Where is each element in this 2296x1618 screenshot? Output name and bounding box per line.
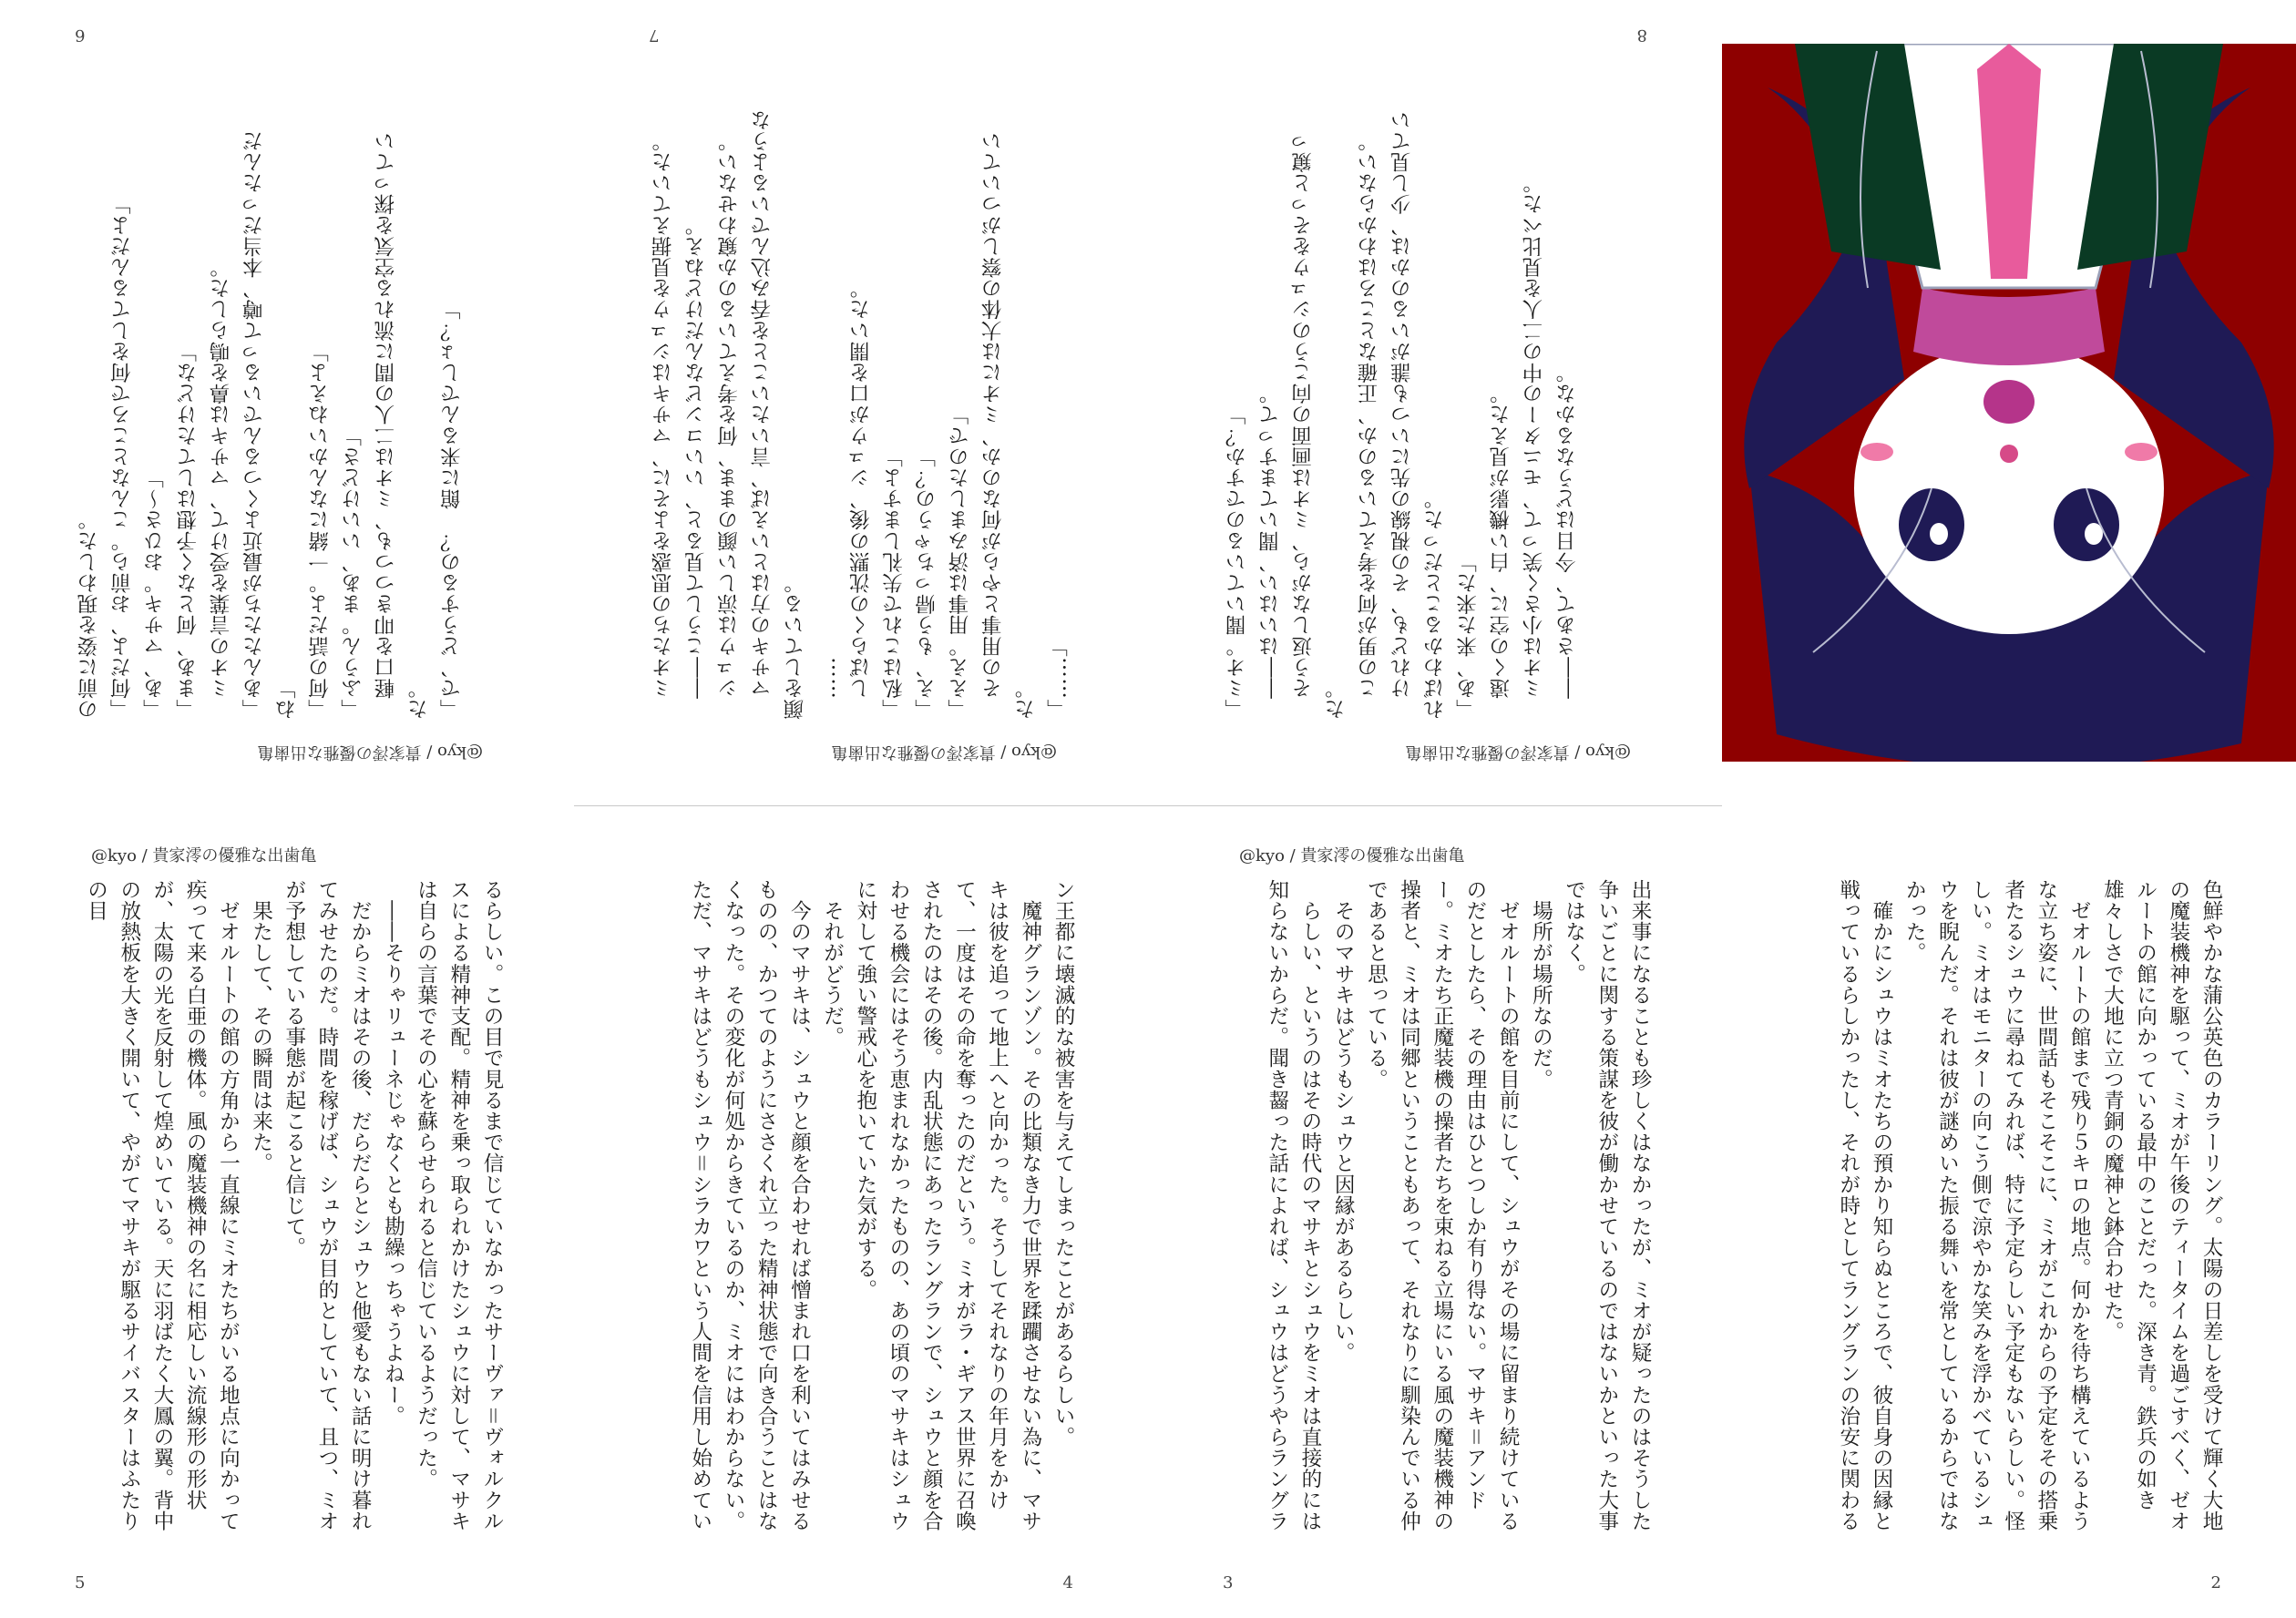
page-3 xyxy=(1148,806,1722,1618)
running-header: @kyo / 貴家澪の優雅な出歯亀 xyxy=(257,742,483,762)
page-number: 5 xyxy=(75,1573,86,1592)
running-header: @kyo / 貴家澪の優雅な出歯亀 xyxy=(1405,742,1631,762)
page-text: 色鮮やかな蒲公英色のカラーリング。太陽の日差しを受けて輝く大地の魔装機神を駆って、ミオが午後のティータイムを過ごすべく、ゼオルートの館に向かっている最中のことだった。深き青。鉄兵の如き雄々しさで大地に立つ青銅の魔神と鉢合わせた。 ゼオルートの館まで残り５キロの地点。何かを待ち構えているような立ち姿に、世間話もそこそこに、ミオがこれからの予定をその搭乗者たるシュウに尋ねてみれば、特に予定らしい予定もないらしい。怪しい。ミオはモニターの向こう側で涼やかな笑みを浮かべているシュウを睨んだ。それは彼が謎めいた振る舞いを常としているからではなかった。 確かにシュウはミオたちの預かり知らぬところで、彼自身の因縁と戦っているらしかったし、それが時としてラングランの治安に関わる xyxy=(1836,879,2223,1532)
illustration xyxy=(1722,44,2296,762)
page-number: 2 xyxy=(2210,1573,2221,1592)
page-number: 3 xyxy=(1223,1573,1234,1592)
page-text: の前に姿を現わした。 「何だよ、お前ら。こんなところで何をしてるんだよ」 「あ、マサキ。おひさ～」 「まあ、何となく予想はしてたけどな」 ミオの言葉を受けて、マサキは鼻を鳴らした。 「あんたたちが最近よくつるんでいるって噂、本当だったんだね」 「何の話だよ。一緒になんかいねえよ」 「ふうん。まあ、いいけどさ」 軽口を叩きつつも、ミオは二人の間に流れる空気を探っていた。 「で、どうするの？ 館に来るんでしょ？」 xyxy=(77,130,465,720)
page-7 xyxy=(574,0,1148,802)
page-text: 出来事になることも珍しくはなかったが、ミオが疑ったのはそうした争いごとに関する策謀を彼が働かせているのではないかといった大事ではなく。 場所が場所なのだ。 ゼオルートの館を目前にして、シュウがその場に留まり続けているのだとしたら、その理由はひとつしか有り得ない。マサキ＝アンドー。ミオたち正魔装機の操者たちを束ねる立場にいる風の魔装機神の操者と、ミオは同郷ということもあって、それなりに馴染んでいる仲であると思っている。 そのマサキはどうもシュウと因縁があるらしい。 らしい、というのはその時代のマサキとシュウをミオは直接的には知らないからだ。聞き齧った話によれば、シュウはどうやらラングラ xyxy=(1265,879,1652,1532)
page-8 xyxy=(1148,0,1722,802)
collar xyxy=(1913,288,2105,365)
eye-left xyxy=(2054,488,2119,561)
blush-right xyxy=(1860,443,1893,461)
page-text: ミオたちの思惑をよそに、マサキはシュウを見据えていた。 ――こうして見ると、いいコンビなんだけどねえ。 シュウは涼しい顔のまま、何を考えているのか窺わせない。 マサキの方はといえば、言いたいことを呑み込んでいるような顔をしている。 …… しばらくの沈黙の後、シュウが口を開いた。 「私はこれで失礼しますよ」 「え、もう帰っちゃうの？」 「ええ。用事は済みましたので」 その用事とやらが何なのか、ミオには大体の察しがついていた。 「……」 xyxy=(651,109,1071,720)
running-header: @kyo / 貴家澪の優雅な出歯亀 xyxy=(1239,846,1465,865)
page-5 xyxy=(0,806,574,1618)
page-2 xyxy=(1722,806,2296,1618)
eye-highlight-right xyxy=(1930,523,1948,545)
blush-left xyxy=(2125,443,2158,461)
running-header: @kyo / 貴家澪の優雅な出歯亀 xyxy=(831,742,1057,762)
eye-right xyxy=(1899,488,1964,561)
character-illustration xyxy=(1722,44,2296,762)
mouth xyxy=(1983,380,2035,424)
page-4 xyxy=(574,806,1148,1618)
page-text: るらしい。この目で見るまで信じていなかったサーヴァ＝ヴォルクルスによる精神支配。精神を乗っ取られかけたシュウに対して、マサキは自らの言葉でその心を蘇らせられると信じているようだった。 ――そりゃリューネじゃなくとも勘繰っちゃうよねー。 だからミオはその後、だらだらとシュウと他愛もない話に明け暮れてみせたのだ。時間を稼げば、シュウが目的としていて、且つ、ミオが予想している事態が起こると信じて。 果たして、その瞬間は来た。 ゼオルートの館の方角から一直線にミオたちがいる地点に向かって疾って来る白亜の機体。風の魔装機神の名に相応しい流線形の形状が、太陽の光を反射して煌めいている。天に羽ばたく大鳳の翼。背中の放熱板を大きく開いて、やがてマサキが駆るサイバスターはふたりの目 xyxy=(84,879,504,1532)
page-number: 8 xyxy=(1636,26,1647,45)
running-header: @kyo / 貴家澪の優雅な出歯亀 xyxy=(91,846,317,865)
page-number: 7 xyxy=(649,26,660,45)
page-number: 4 xyxy=(1062,1573,1073,1592)
page-text: ン王都に壊滅的な被害を与えてしまったことがあるらしい。 魔神グランゾン。その比類なき力で世界を蹂躙させない為に、マサキは彼を追って地上へと向かった。そうしてそれなりの年月をかけて、一度はその命を奪ったのだという。ミオがラ・ギアス世界に召喚されたのはその後。内乱状態にあったラングランで、シュウと顔を合わせる機会にはそう恵まれなかったものの、あの頃のマサキはシュウに対して強い警戒心を抱いていた気がする。 それがどうだ。 今のマサキは、シュウと顔を合わせれば憎まれ口を利いてはみせるものの、かつてのようにささくれ立った精神状態で向き合うことはなくなった。その変化が何処からきているのか、ミオにはわからない。ただ、マサキはどうもシュウ＝シラカワという人間を信用し始めてい xyxy=(688,879,1075,1532)
nose xyxy=(2000,445,2018,463)
page-6 xyxy=(0,0,574,802)
page-number: 6 xyxy=(75,26,86,45)
page-text: 「ミオ。聞いているのですか？」 ――はいはい、聞いてますって。 そう返しながら、ミオは画面の向こうのシュウをそっと窺った。 この男が何を考えているのか、正確なところはわからない。 けれども、その視線の先にいつも誰がいるのかは、少し見ていればわかることだった。 「あ、来た来た」 遠くの空に、白い機影が見えた。 ミオは小さく笑って、モニターの中の二人を見比べた。 ――さあて、今日はどうなるかな。 xyxy=(1225,109,1580,720)
